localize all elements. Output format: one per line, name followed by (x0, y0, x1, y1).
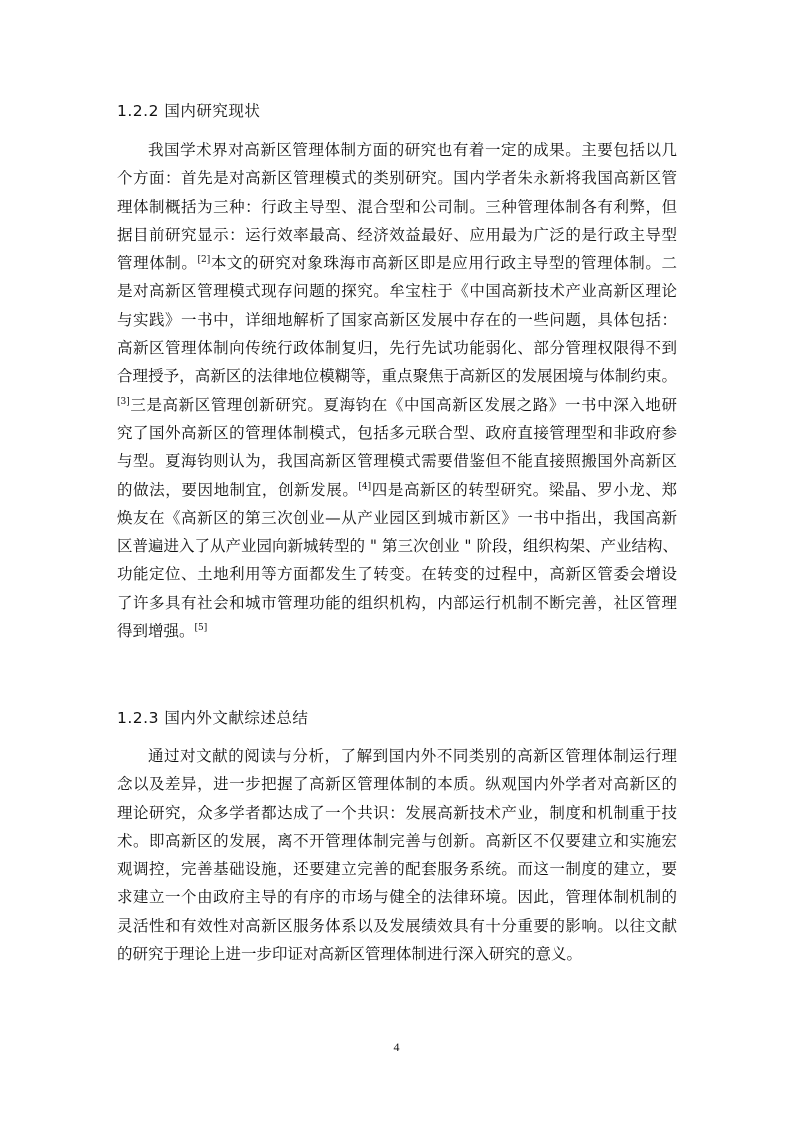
text-line: 念以及差异，进一步把握了高新区管理体制的本质。纵观国内外学者对高新区的 (117, 775, 677, 794)
text-line (117, 391, 677, 419)
text-run: 管理体制。 (117, 254, 198, 273)
text-line: 究了国外高新区的管理体制模式，包括多元联合型、政府直接管理型和非政府参 (117, 423, 677, 442)
text-line (117, 249, 677, 277)
text-run: 得到增强。 (117, 622, 195, 641)
text-line: 合理授予，高新区的法律地位模糊等，重点聚焦于高新区的发展困境与体制约束。 (117, 367, 677, 386)
text-line: 的研究于理论上进一步印证对高新区管理体制进行深入研究的意义。 (117, 945, 583, 964)
text-line: 是对高新区管理模式现存问题的探究。牟宝柱于《中国高新技术产业高新区理论 (117, 282, 677, 301)
text-line (117, 476, 677, 504)
page-number: 4 (393, 1040, 400, 1054)
citation-marker: [2] (197, 255, 211, 266)
text-line: 据目前研究显示：运行效率最高、经济效益最好、应用最为广泛的是行政主导型 (117, 225, 677, 244)
text-line: 与型。夏海钧则认为，我国高新区管理模式需要借鉴但不能直接照搬国外高新区 (117, 452, 677, 471)
citation-marker: [5] (194, 623, 208, 634)
paragraph-literature-summary (117, 742, 677, 968)
text-line: 焕友在《高新区的第三次创业—从产业园区到城市新区》一书中指出，我国高新 (117, 508, 677, 527)
text-line: 功能定位、土地利用等方面都发生了转变。在转变的过程中，高新区管委会增设 (117, 565, 677, 584)
text-run: 的做法，要因地制宜，创新发展。 (117, 480, 359, 499)
text-line: 术。即高新区的发展，离不开管理体制完善与创新。高新区不仅要建立和实施宏 (117, 831, 677, 850)
citation-marker: [4] (358, 481, 372, 492)
text-line: 个方面：首先是对高新区管理模式的类别研究。国内学者朱永新将我国高新区管 (117, 169, 677, 188)
text-line: 灵活性和有效性对高新区服务体系以及发展绩效具有十分重要的影响。以往文献 (117, 916, 677, 935)
text-line: 了许多具有社会和城市管理功能的组织机构，内部运行机制不断完善，社区管理 (117, 593, 677, 612)
text-run: 三是高新区管理创新研究。夏海钧在《中国高新区发展之路》一书中深入地研 (129, 395, 677, 414)
text-run: 本文的研究对象珠海市高新区即是应用行政主导型的管理体制。二 (210, 254, 677, 273)
text-line: 与实践》一书中，详细地解析了国家高新区发展中存在的一些问题，具体包括： (117, 310, 677, 329)
text-line: 我国学术界对高新区管理体制方面的研究也有着一定的成果。主要包括以几 (148, 141, 677, 159)
text-line: 理体制概括为三种：行政主导型、混合型和公司制。三种管理体制各有利弊，但 (117, 197, 677, 216)
text-line: 观调控，完善基础设施，还要建立完善的配套服务系统。而这一制度的建立，要 (117, 860, 677, 879)
citation-marker: [3] (117, 396, 130, 407)
text-line: 通过对文献的阅读与分析，了解到国内外不同类别的高新区管理体制运行理 (148, 747, 677, 765)
text-line: 理论研究，众多学者都达成了一个共识：发展高新技术产业，制度和机制重于技 (117, 803, 677, 822)
section-heading-domestic-research: 1.2.2 国内研究现状 (117, 102, 261, 120)
text-line (117, 617, 677, 645)
text-run: 四是高新区的转型研究。梁晶、罗小龙、郑 (371, 480, 677, 499)
paragraph-domestic-research (117, 136, 677, 645)
text-line: 高新区管理体制向传统行政体制复归，先行先试功能弱化、部分管理权限得不到 (117, 339, 677, 358)
text-line: 区普遍进入了从产业园向新城转型的 " 第三次创业 " 阶段，组织构架、产业结构、 (117, 537, 678, 556)
text-line: 求建立一个由政府主导的有序的市场与健全的法律环境。因此，管理体制机制的 (117, 888, 677, 907)
section-heading-literature-summary: 1.2.3 国内外文献综述总结 (117, 709, 309, 727)
